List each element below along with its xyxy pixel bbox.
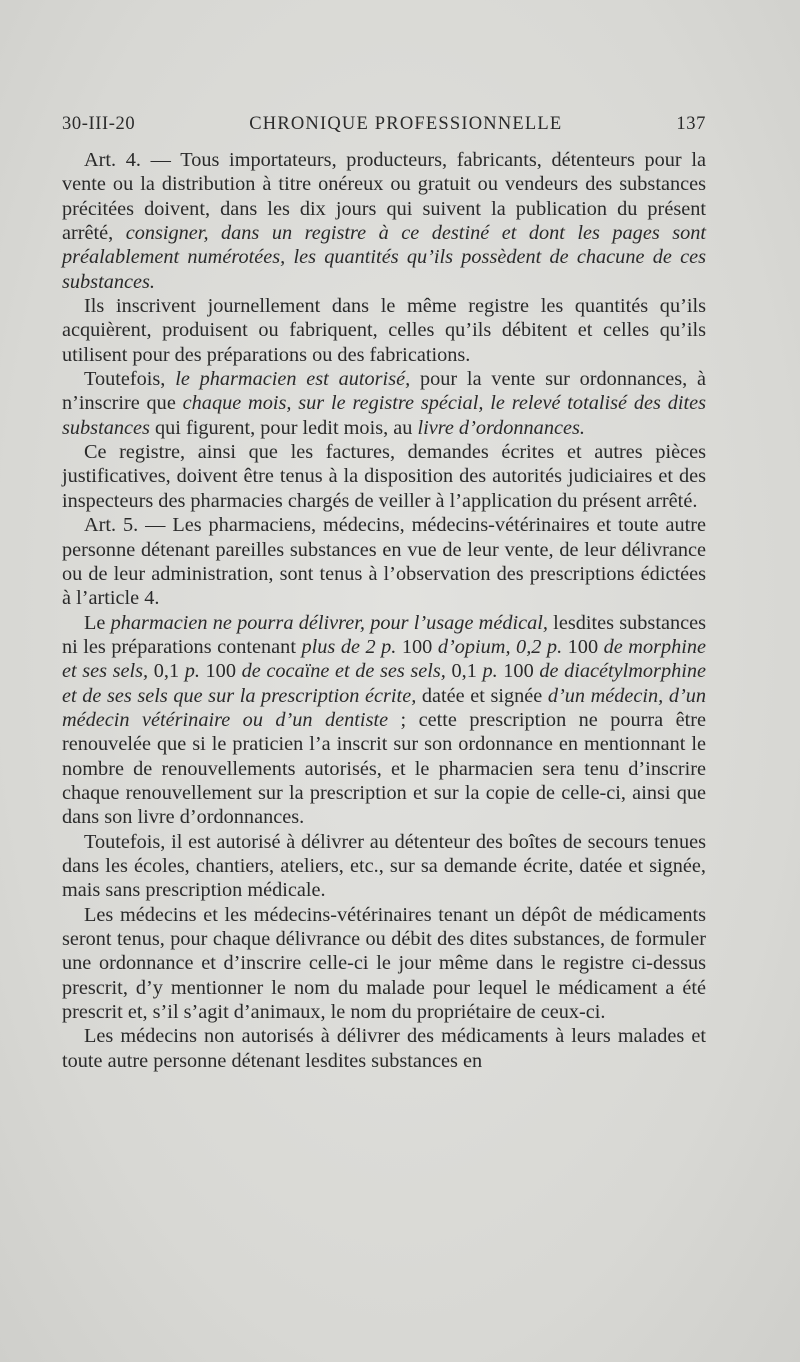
text-run: 0,1 (148, 660, 185, 683)
paragraph-art4 (62, 148, 706, 294)
paragraph-art5 (62, 513, 706, 610)
paragraph-boites-secours (62, 830, 706, 903)
text-run: 100 (562, 635, 604, 658)
paragraph-medecins-non-autorises (62, 1024, 706, 1073)
italic-text-run: le pharmacien est autorisé, (175, 368, 411, 391)
running-header (62, 114, 706, 135)
paragraph-registre (62, 440, 706, 513)
text-run: Art. 5. — Les pharmaciens, médecins, médecins-vétérinaires et toute autre personne détenant pareilles substances en vue de leur vente, de leur délivrance ou de leur administration, sont tenus à l’observation des prescriptions édictées à l’article 4. (62, 514, 706, 610)
paragraph-depot-medicaments (62, 903, 706, 1025)
text-run: Ce registre, ainsi que les factures, demandes écrites et autres pièces justificatives, doivent être tenus à la disposition des autorités judiciaires et des inspecteurs des pharmacies chargés de veiller à l’application du présent arrêté. (62, 441, 706, 512)
italic-text-run: consigner, dans un registre à ce destiné et dont les pages sont préalablement numérotées, les quantités qu’ils possèdent de chacune de ces substances. (62, 222, 707, 293)
article-body (62, 148, 706, 1073)
text-run: Les médecins non autorisés à délivrer des médicaments à leurs malades et toute autre personne détenant lesdites substances en (62, 1025, 706, 1072)
italic-text-run: livre d’ordonnances. (417, 416, 585, 439)
italic-text-run: de diacétylmorphine et de ses sels que sur la prescription écrite, (62, 660, 707, 707)
text-run: Toutefois, il est autorisé à délivrer au détenteur des boîtes de secours tenues dans les écoles, chantiers, ateliers, etc., sur sa demande écrite, datée et signée, mais sans prescription médicale. (62, 830, 706, 902)
text-run: qui figurent, pour ledit mois, au (149, 416, 418, 439)
text-run: 100 (497, 660, 540, 683)
text-run: lesdites substances ni les préparations contenant (62, 611, 706, 658)
italic-text-run: p. (482, 660, 498, 683)
paragraph-delivrance (62, 611, 706, 830)
italic-text-run: d’opium, 0,2 p. (437, 635, 563, 658)
paragraph-toutefois-pharmacien (62, 367, 706, 440)
italic-text-run: d’un médecin, d’un médecin vétérinaire ou d’un dentiste (62, 684, 706, 731)
italic-text-run: p. (184, 660, 200, 683)
text-run: Ils inscrivent journellement dans le même registre les quantités qu’ils acquièrent, produisent ou fabriquent, celles qu’ils débitent et celles qu’ils utilisent pour des préparations ou des fabrications. (62, 295, 706, 366)
text-run: Les médecins et les médecins-vétérinaires tenant un dépôt de médicaments seront tenus, pour chaque délivrance ou débit des dites substances, de formuler une ordonnance et d’inscrire celle-ci le jour même dans le registre ci-dessus prescrit, d’y mentionner le nom du malade pour lequel le médicament a été prescrit et, s’il s’agit d’animaux, le nom du propriétaire de ceux-ci. (62, 903, 706, 1024)
text-run: datée et signée (416, 684, 548, 707)
text-run: Le (84, 611, 111, 634)
text-run: 100 (199, 660, 242, 683)
header-title: CHRONIQUE PROFESSIONNELLE (249, 114, 563, 134)
header-date: 30-III-20 (62, 114, 136, 134)
italic-text-run: de cocaïne et de ses sels, (241, 660, 446, 683)
text-run: ; cette prescription ne pourra être renouvelée que si le praticien l’a inscrit sur son ordonnance en mentionnant le nombre de renouvellements autorisés, et le pharmacien sera tenu d’inscrire chaque renouvellement sur la prescription et sur la copie de celle-ci, ainsi que dans son livre d’ordonnances. (62, 708, 706, 829)
text-run: Toutefois, (84, 368, 176, 391)
text-run: pour la vente sur ordonnances, à n’inscrire que (62, 368, 707, 415)
italic-text-run: chaque mois, sur le registre spécial, le relevé totalisé des dites substances (62, 392, 707, 439)
text-run: Art. 4. — Tous importateurs, producteurs, fabricants, détenteurs pour la vente ou la distribution à titre onéreux ou gratuit ou vendeurs des substances précitées doivent, dans les dix jours qui suivent la publication du présent arrêté, (62, 149, 706, 245)
italic-text-run: de morphine et ses sels, (62, 635, 707, 683)
page-number: 137 (676, 114, 706, 134)
italic-text-run: pharmacien ne pourra délivrer, pour l’usage médical, (110, 611, 548, 634)
text-run: 0,1 (445, 660, 483, 683)
italic-text-run: plus de 2 p. (301, 635, 397, 658)
paragraph-inscriptions (62, 294, 706, 367)
text-run: 100 (396, 635, 438, 658)
